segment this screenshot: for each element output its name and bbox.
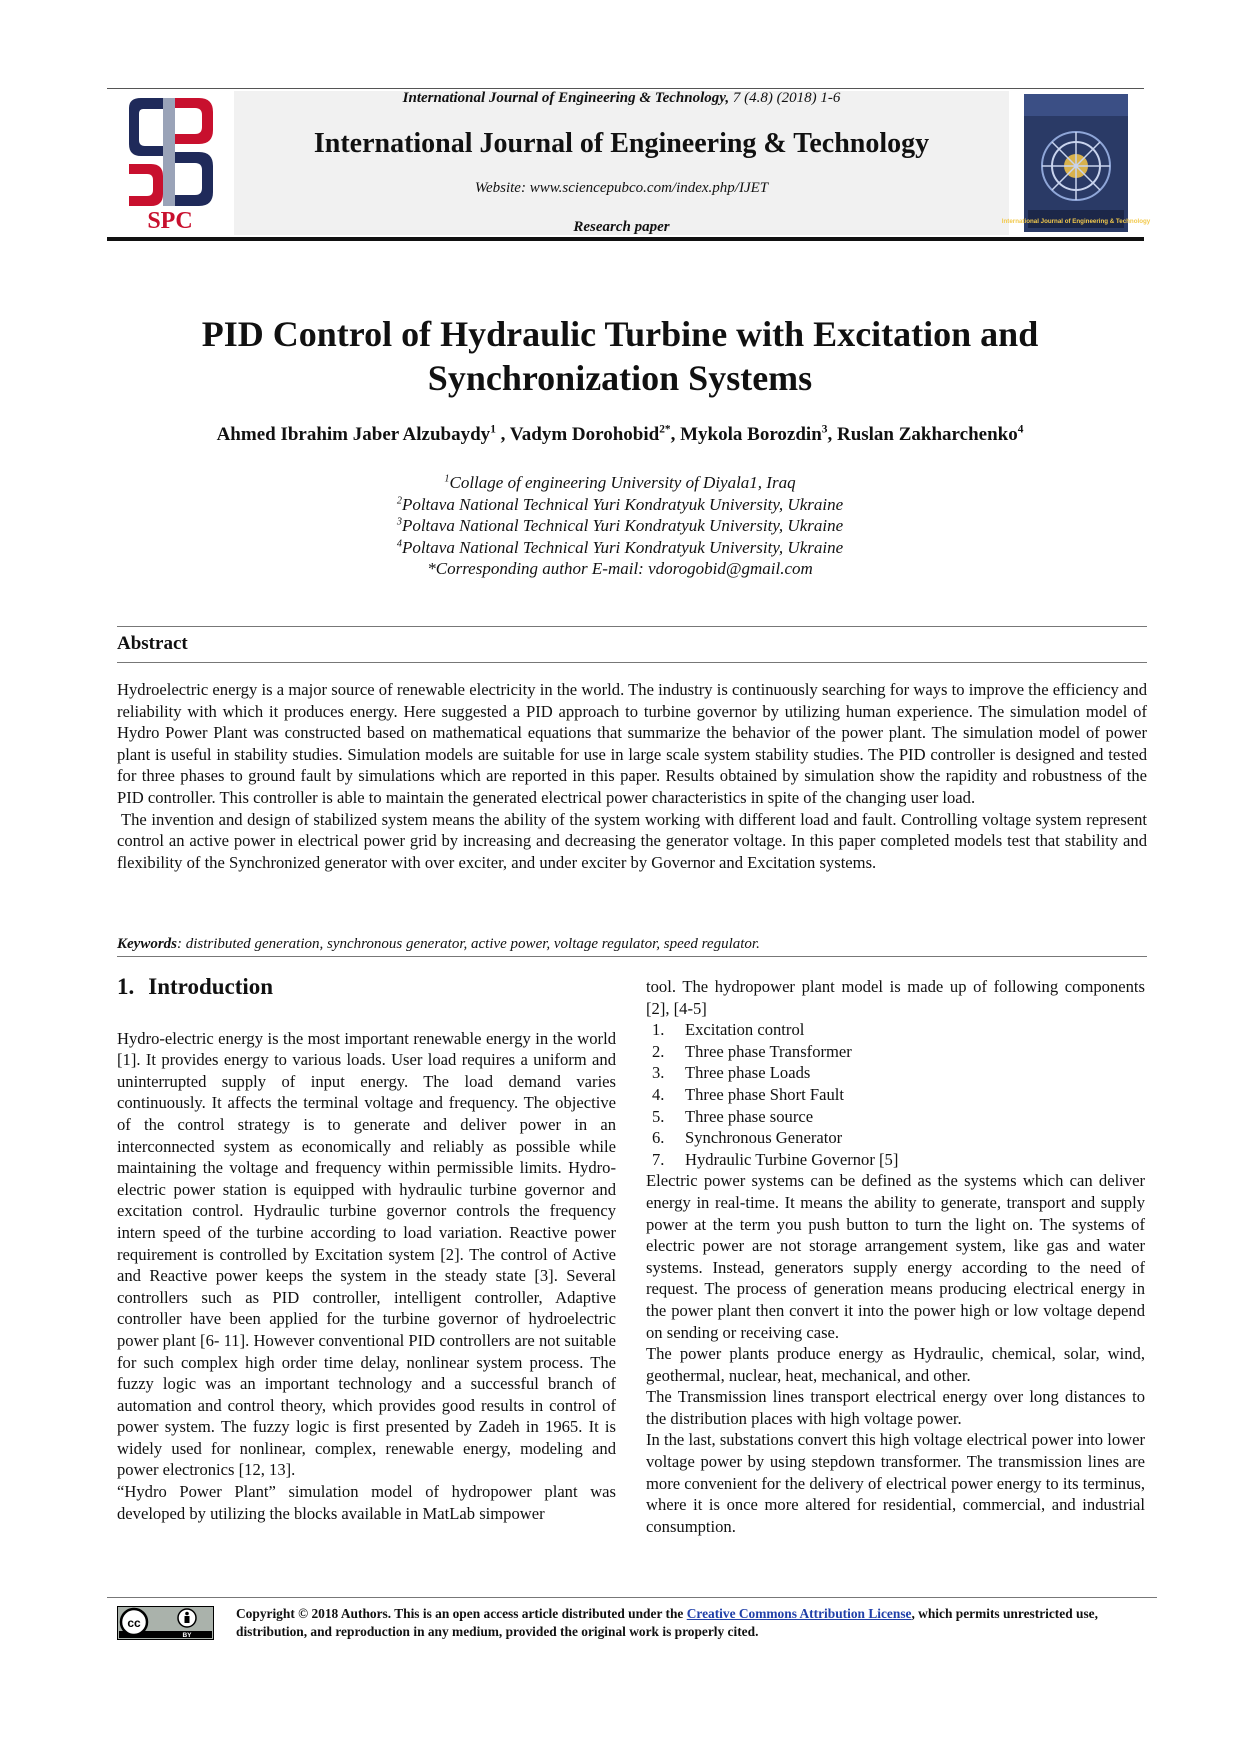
body-paragraph: The power plants produce energy as Hydraulic, chemical, solar, wind, geothermal, nuclear, heat, mechanical, and other. <box>646 1344 1145 1385</box>
list-item: 2. Three phase Transformer <box>652 1041 852 1061</box>
author-name: Ruslan Zakharchenko <box>836 424 1018 445</box>
author-name: Ahmed Ibrahim Jaber Alzubaydy <box>216 424 491 445</box>
body-paragraph: tool. The hydropower plant model is made up of following components [2], [4-5] <box>646 977 1145 1018</box>
body-paragraph: “Hydro Power Plant” simulation model of hydropower plant was developed by utilizing the blocks available in MatLab simpower <box>117 1482 616 1523</box>
license-link[interactable]: Creative Commons Attribution License <box>686 1606 912 1621</box>
affiliation: $^4$Poltava National Technical Yuri Kondratyuk University, Ukraine <box>396 537 844 557</box>
abstract-heading: Abstract <box>117 633 188 654</box>
affiliation: $^2$Poltava National Technical Yuri Kondratyuk University, Ukraine <box>396 494 844 514</box>
creative-commons-icon <box>121 1609 147 1635</box>
masthead-band <box>234 91 1009 235</box>
abstract-top-rule <box>117 626 1147 627</box>
svg-text:cc: cc <box>127 1616 141 1630</box>
abstract-paragraph: Hydroelectric energy is a major source of renewable electricity in the world. The industry is continuously searching for ways to improve the efficiency and reliability with which it produces energy. Here suggested a PID approach to turbine governor by utilizing human experience. The simulation model of Hydro Power Plant was constructed based on mathematical equations that summarize the behavior of the power plant. The simulation model of power plant is useful in stability studies. Simulation models are suitable for use in large scale system stability studies. The PID controller is designed and tested for three phases to ground fault by simulations which are reported in this paper. Results obtained by simulation show the rapidity and robustness of the PID controller. This controller is able to maintain the generated electrical power characteristics in spite of the changing user load. <box>117 680 1147 807</box>
section-heading: 1. Introduction <box>117 974 274 999</box>
attribution-icon <box>178 1609 196 1627</box>
cc-by-badge <box>117 1606 214 1640</box>
masthead-top-rule <box>107 88 1144 89</box>
list-item: 1. Excitation control <box>652 1020 805 1040</box>
affiliation: $^3$Poltava National Technical Yuri Kondratyuk University, Ukraine <box>396 516 844 535</box>
author-list: Ahmed Ibrahim Jaber Alzubaydy$^1$ , Vadym Dorohobid$^{2*}$, Mykola Borozdin$^3$, Ruslan Zakharchenko$^4$ <box>216 423 1024 445</box>
component-list <box>646 1019 1145 1170</box>
article-type: Research paper <box>573 219 670 235</box>
body-paragraph: In the last, substations convert this high voltage electrical power into lower voltage power by using stepdown transformer. The transmission lines are more convenient for the delivery of electrical power energy to its terminus, where it is once more altered for residential, commercial, and industrial consumption. <box>646 1430 1145 1536</box>
affiliation: $^1$Collage of engineering University of Diyala1, Iraq <box>444 473 796 492</box>
paper-title: PID Control of Hydraulic Turbine with Excitation and Synchronization Systems <box>201 314 1039 398</box>
journal-masthead <box>107 88 1151 240</box>
footer-rule <box>107 1597 1157 1598</box>
journal-citation: International Journal of Engineering & Technology, 7 (4.8) (2018) 1-6 <box>402 90 841 106</box>
body-paragraph: The Transmission lines transport electrical energy over long distances to the distribution places with high voltage power. <box>646 1387 1145 1428</box>
affiliation-list <box>120 472 1120 580</box>
body-paragraph: Hydro-electric energy is the most important renewable energy in the world [1]. It provides energy to various loads. User load requires a uniform and uninterrupted supply of input energy. The load demand varies continuously. It affects the terminal voltage and frequency. The objective of the control strategy is to generate and deliver power in an interconnected system as economically and reliably as possible while maintaining the voltage and frequency within permissible limits. Hydro-electric power station is equipped with hydraulic turbine governor and excitation control. Hydraulic turbine governor controls the frequency intern speed of the turbine according to load variation. Reactive power requirement is controlled by Excitation system [2]. The control of Active and Reactive power keeps the system in the steady state [3]. Several controllers such as PID controller, intelligent controller, Adaptive controller have been applied for the turbine governor of hydroelectric power plant [6- 11]. However conventional PID controllers are not suitable for such complex high order time delay, nonlinear system process. The fuzzy logic was an important technology and a successful branch of automation and control theory, which provides good results in control of power system. The fuzzy logic is first presented by Zadeh in 1965. It is widely used for nonlinear, complex, renewable energy, modeling and power electronics [12, 13]. <box>117 1028 616 1480</box>
body-paragraph: Electric power systems can be defined as the systems which can deliver energy in real-time. It means the ability to generate, transport and supply power at the term you push button to turn the light on. The systems of electric power are not storage arrangement system, like gas and water systems. Instead, generators supply energy according to the need of request. The process of generation means producing electrical energy in the power plant then convert it into the power high or low voltage depend on sending or receiving case. <box>646 1171 1145 1342</box>
svg-text:BY: BY <box>182 1632 192 1639</box>
author-name: Vadym Dorohobid <box>509 424 660 445</box>
svg-text:International Journal of Engin: International Journal of Engineering & Technology <box>1001 218 1151 225</box>
journal-website[interactable]: Website: www.sciencepubco.com/index.php/IJET <box>474 180 769 196</box>
list-item: 7. Hydraulic Turbine Governor [5] <box>652 1149 899 1169</box>
left-column <box>117 976 616 1524</box>
author-name: Mykola Borozdin <box>680 424 822 445</box>
list-item: 6. Synchronous Generator <box>652 1128 843 1148</box>
journal-name: International Journal of Engineering & Technology <box>313 128 930 159</box>
corresponding-author: *Corresponding author E-mail: vdorogobid@gmail.com <box>427 559 813 578</box>
spc-logo-icon <box>119 94 221 232</box>
masthead-bottom-rule <box>107 237 1144 241</box>
abstract-text <box>117 679 1147 873</box>
journal-cover-icon <box>1001 94 1151 232</box>
keywords: Keywords: distributed generation, synchronous generator, active power, voltage regulator, speed regulator. <box>117 936 760 952</box>
right-column <box>646 976 1145 1537</box>
list-item: 3. Three phase Loads <box>652 1063 811 1083</box>
keywords-rule <box>117 956 1147 957</box>
list-item: 5. Three phase source <box>652 1106 814 1126</box>
list-item: 4. Three phase Short Fault <box>652 1084 844 1104</box>
abstract-paragraph: The invention and design of stabilized system means the ability of the system working with different load and fault. Controlling voltage system represent control an active power in electrical power grid by increasing and decreasing the generator voltage. In this paper completed models test that stability and flexibility of the Synchronized generator with over exciter, and under exciter by Governor and Excitation systems. <box>117 809 1147 872</box>
copyright-notice: Copyright © 2018 Authors. This is an open access article distributed under the Creative Commons Attribution License, which permits unrestricted use, distribution, and reproduction in any medium, provided the original work is properly cited. <box>236 1606 1098 1639</box>
abstract-heading-rule <box>117 662 1147 663</box>
svg-text:SPC: SPC <box>147 208 193 234</box>
